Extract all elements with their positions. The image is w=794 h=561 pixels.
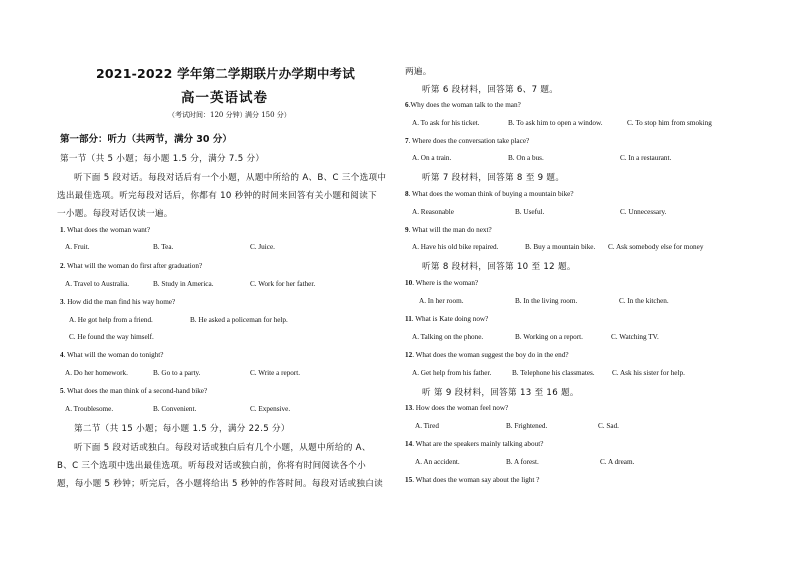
dialog-7-label: 听第 7 段材料，回答第 8 至 9 题。 [422, 173, 565, 183]
q11-option-c[interactable]: C. Watching TV. [611, 333, 659, 341]
q1-option-a[interactable]: A. Fruit. [65, 243, 90, 251]
question-text: . What is Kate doing now? [411, 315, 489, 323]
question-5 [60, 387, 207, 395]
question-10 [405, 279, 478, 287]
q5-option-b[interactable]: B. Convenient. [153, 405, 197, 413]
q8-option-a[interactable]: A. Reasonable [412, 208, 454, 216]
question-text: . What does the woman say about the light ? [412, 476, 540, 484]
question-number: 11 [405, 315, 412, 323]
question-number: 9 [405, 226, 409, 234]
dialog-9-label: 听 第 9 段材料，回答第 13 至 16 题。 [422, 388, 579, 398]
q7-option-b[interactable]: B. On a bus. [508, 154, 544, 162]
part1-heading: 第一部分：听力（共两节，满分 30 分） [60, 134, 232, 145]
q3-option-b[interactable]: B. He asked a policeman for help. [190, 316, 288, 324]
dialog-6-label: 听第 6 段材料，回答第 6、7 题。 [422, 85, 559, 95]
q12-option-b[interactable]: B. Telephone his classmates. [512, 369, 595, 377]
q2-option-b[interactable]: B. Study in America. [153, 280, 214, 288]
q8-option-c[interactable]: C. Unnecessary. [620, 208, 667, 216]
question-text: . What will the man do next? [408, 226, 492, 234]
section1-instruction: 选出最佳选项。听完每段对话后，你都有 10 秒钟的时间来回答有关小题和阅读下 [57, 191, 377, 201]
section1-instruction: 一小题。每段对话仅读一遍。 [57, 209, 173, 219]
question-3 [60, 298, 175, 306]
q6-option-b[interactable]: B. To ask him to open a window. [508, 119, 603, 127]
q3-option-a[interactable]: A. He got help from a friend. [69, 316, 153, 324]
section1-heading: 第一节（共 5 小题；每小题 1.5 分，满分 7.5 分） [60, 154, 265, 164]
question-8 [405, 190, 574, 198]
question-text: . What will the woman do first after graduation? [63, 262, 203, 270]
q9-option-b[interactable]: B. Buy a mountain bike. [525, 243, 596, 251]
question-11 [405, 315, 488, 323]
question-2 [60, 262, 202, 270]
q2-option-a[interactable]: A. Travel to Australia. [65, 280, 130, 288]
q6-option-c[interactable]: C. To stop him from smoking [627, 119, 712, 127]
q5-option-c[interactable]: C. Expensive. [250, 405, 291, 413]
dialog-8-label: 听第 8 段材料，回答第 10 至 12 题。 [422, 262, 576, 272]
question-9 [405, 226, 492, 234]
question-14 [405, 440, 543, 448]
question-text: . What does the woman think of buying a mountain bike? [408, 190, 574, 198]
question-text: . How does the woman feel now? [412, 404, 509, 412]
q12-option-c[interactable]: C. Ask his sister for help. [612, 369, 685, 377]
section2-instruction: B、C 三个选项中选出最佳选项。听每段对话或独白前，你将有时间阅读各个小 [57, 461, 367, 471]
question-number: 14 [405, 440, 413, 448]
right-column [397, 0, 794, 561]
exam-score: 满分 150 分） [245, 111, 291, 119]
question-7 [405, 137, 529, 145]
exam-time: （考试时间：120 分钟） [168, 111, 247, 119]
q10-option-a[interactable]: A. In her room. [419, 297, 464, 305]
q14-option-b[interactable]: B. A forest. [506, 458, 539, 466]
question-text: . What are the speakers mainly talking about? [412, 440, 544, 448]
exam-subtitle: 高一英语试卷 [181, 90, 268, 106]
question-number: 8 [405, 190, 409, 198]
exam-title: 2021-2022 学年第二学期联片办学期中考试 [96, 66, 355, 81]
question-number: 10 [405, 279, 413, 287]
q12-option-a[interactable]: A. Get help from his father. [412, 369, 492, 377]
q13-option-b[interactable]: B. Frightened. [506, 422, 548, 430]
question-text: . What does the man think of a second-hand bike? [63, 387, 208, 395]
question-text: . Where does the conversation take place? [408, 137, 530, 145]
question-number: 13 [405, 404, 413, 412]
question-number: 5 [60, 387, 64, 395]
question-number: 12 [405, 351, 413, 359]
question-text: . What will the woman do tonight? [63, 351, 164, 359]
question-number: 7 [405, 137, 409, 145]
question-6 [405, 101, 521, 109]
question-number: 2 [60, 262, 64, 270]
q8-option-b[interactable]: B. Useful. [515, 208, 545, 216]
q14-option-c[interactable]: C. A dream. [600, 458, 635, 466]
question-number: 1 [60, 226, 64, 234]
section2-instruction: 题，每小题 5 秒钟；听完后，各小题将给出 5 秒钟的作答时间。每段对话或独白读 [57, 479, 384, 489]
q7-option-a[interactable]: A. On a train. [412, 154, 452, 162]
question-number: 4 [60, 351, 64, 359]
q10-option-b[interactable]: B. In the living room. [515, 297, 578, 305]
q4-option-a[interactable]: A. Do her homework. [65, 369, 128, 377]
q13-option-a[interactable]: A. Tired [415, 422, 439, 430]
question-text: . What does the woman want? [63, 226, 151, 234]
question-number: 15 [405, 476, 413, 484]
section2-heading: 第二节（共 15 小题；每小题 1.5 分，满分 22.5 分） [74, 424, 290, 434]
section2-instruction: 听下面 5 段对话或独白。每段对话或独白后有几个小题，从题中所给的 A、 [74, 443, 371, 453]
q9-option-c[interactable]: C. Ask somebody else for money [608, 243, 704, 251]
question-text: . What does the woman suggest the boy do in the end? [412, 351, 569, 359]
q4-option-b[interactable]: B. Go to a party. [153, 369, 201, 377]
question-text: . How did the man find his way home? [63, 298, 176, 306]
q1-option-b[interactable]: B. Tea. [153, 243, 174, 251]
section2-instruction-cont: 两遍。 [405, 67, 432, 77]
question-12 [405, 351, 569, 359]
q11-option-a[interactable]: A. Talking on the phone. [412, 333, 484, 341]
q7-option-c[interactable]: C. In a restaurant. [620, 154, 672, 162]
section1-instruction: 听下面 5 段对话。每段对话后有一个小题，从题中所给的 A、B、C 三个选项中 [74, 173, 387, 183]
question-15 [405, 476, 539, 484]
question-1 [60, 226, 150, 234]
question-text: .Why does the woman talk to the man? [408, 101, 521, 109]
question-13 [405, 404, 508, 412]
q5-option-a[interactable]: A. Troublesome. [65, 405, 114, 413]
question-text: . Where is the woman? [412, 279, 479, 287]
q6-option-a[interactable]: A. To ask for his ticket. [412, 119, 480, 127]
q3-option-c[interactable]: C. He found the way himself. [69, 333, 154, 341]
q4-option-c[interactable]: C. Write a report. [250, 369, 301, 377]
question-number: 6 [405, 101, 409, 109]
q14-option-a[interactable]: A. An accident. [415, 458, 460, 466]
q9-option-a[interactable]: A. Have his old bike repaired. [412, 243, 499, 251]
q11-option-b[interactable]: B. Working on a report. [515, 333, 583, 341]
q1-option-c[interactable]: C. Juice. [250, 243, 275, 251]
question-number: 3 [60, 298, 64, 306]
q2-option-c[interactable]: C. Work for her father. [250, 280, 316, 288]
q10-option-c[interactable]: C. In the kitchen. [619, 297, 669, 305]
question-4 [60, 351, 163, 359]
q13-option-c[interactable]: C. Sad. [598, 422, 619, 430]
